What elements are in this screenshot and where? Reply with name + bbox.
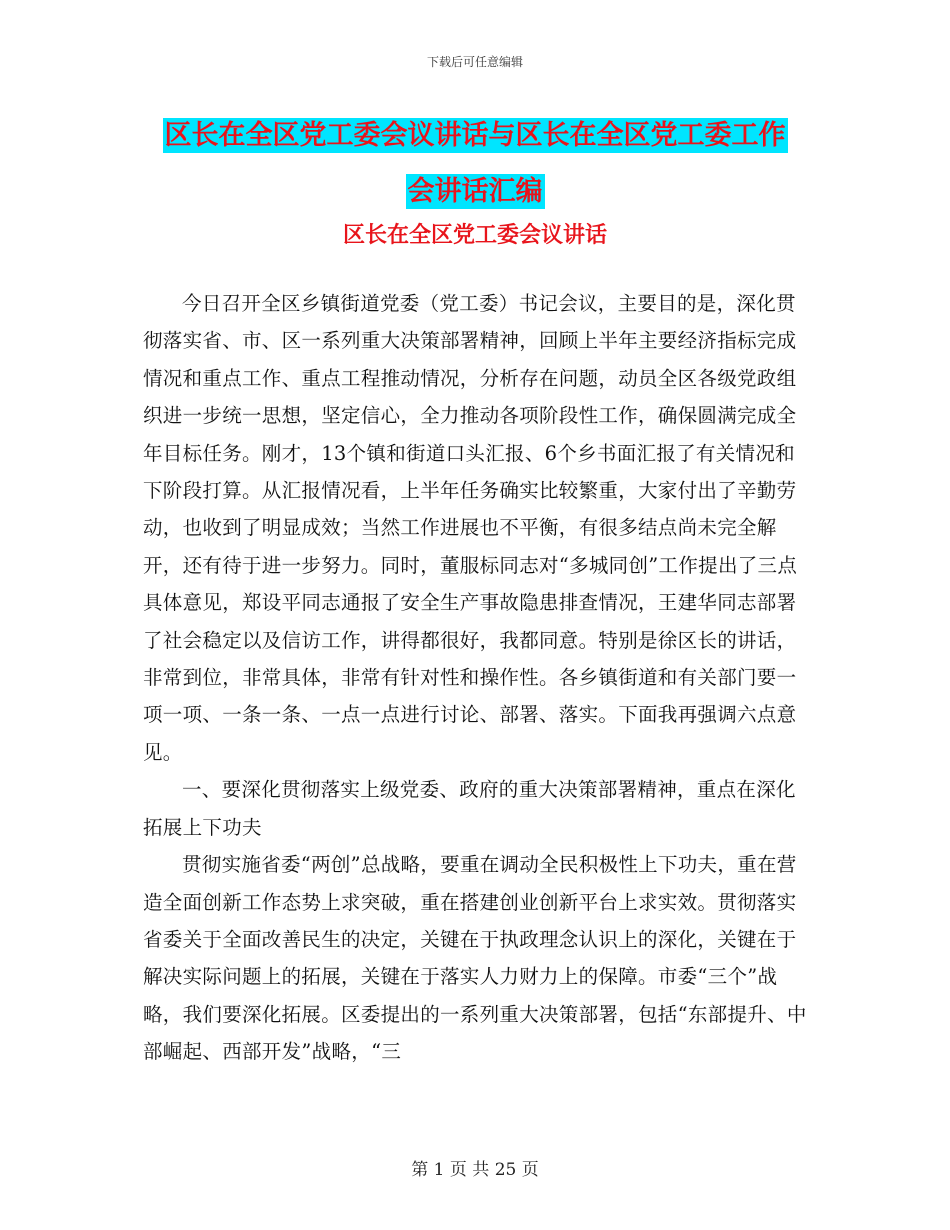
section-title: 区长在全区党工委会议讲话 [342,223,607,248]
title-line-1: 区长在全区党工委会议讲话与区长在全区党工委工作 [164,120,786,151]
document-title [0,108,950,220]
paragraph-intro: 今日召开全区乡镇街道党委（党工委）书记会议，主要目的是，深化贯彻落实省、市、区一系列重大决策部署精神，回顾上半年主要经济指标完成情况和重点工作、重点工程推动情况，分析存在问题，动员全区各级党政组织进一步统一思想，坚定信心，全力推动各项阶段性工作，确保圆满完成全年目标任务。刚才，13个镇和街道口头汇报、6个乡书面汇报了有关情况和下阶段打算。从汇报情况看，上半年任务确实比较繁重，大家付出了辛勤劳动，也收到了明显成效；当然工作进展也不平衡，有很多结点尚未完全解开，还有待于进一步努力。同时，董服标同志对“多城同创”工作提出了三点具体意见，郑设平同志通报了安全生产事故隐患排查情况，王建华同志部署了社会稳定以及信访工作，讲得都很好，我都同意。特别是徐区长的讲话，非常到位，非常具体，非常有针对性和操作性。各乡镇街道和有关部门要一项一项、一条一条、一点一点进行讨论、部署、落实。下面我再强调六点意见。 [143,292,798,764]
document-body [143,285,807,1071]
paragraph-heading-1: 一、要深化贯彻落实上级党委、政府的重大决策部署精神，重点在深化拓展上下功夫 [143,778,796,839]
header-note: 下载后可任意编辑 [426,55,523,69]
page-footer: 第 1 页 共 25 页 [411,1160,539,1180]
paragraph-body-1: 贯彻实施省委“两创”总战略，要重在调动全民积极性上下功夫，重在营造全面创新工作态势上求突破，重在搭建创业创新平台上求实效。贯彻落实省委关于全面改善民生的决定，关键在于执政理念认识上的深化，关键在于解决实际问题上的拓展，关键在于落实人力财力上的保障。市委“三个”战略，我们要深化拓展。区委提出的一系列重大决策部署，包括“东部提升、中部崛起、西部开发”战略，“三 [143,853,807,1064]
title-line-2: 会讲话汇编 [407,176,543,207]
